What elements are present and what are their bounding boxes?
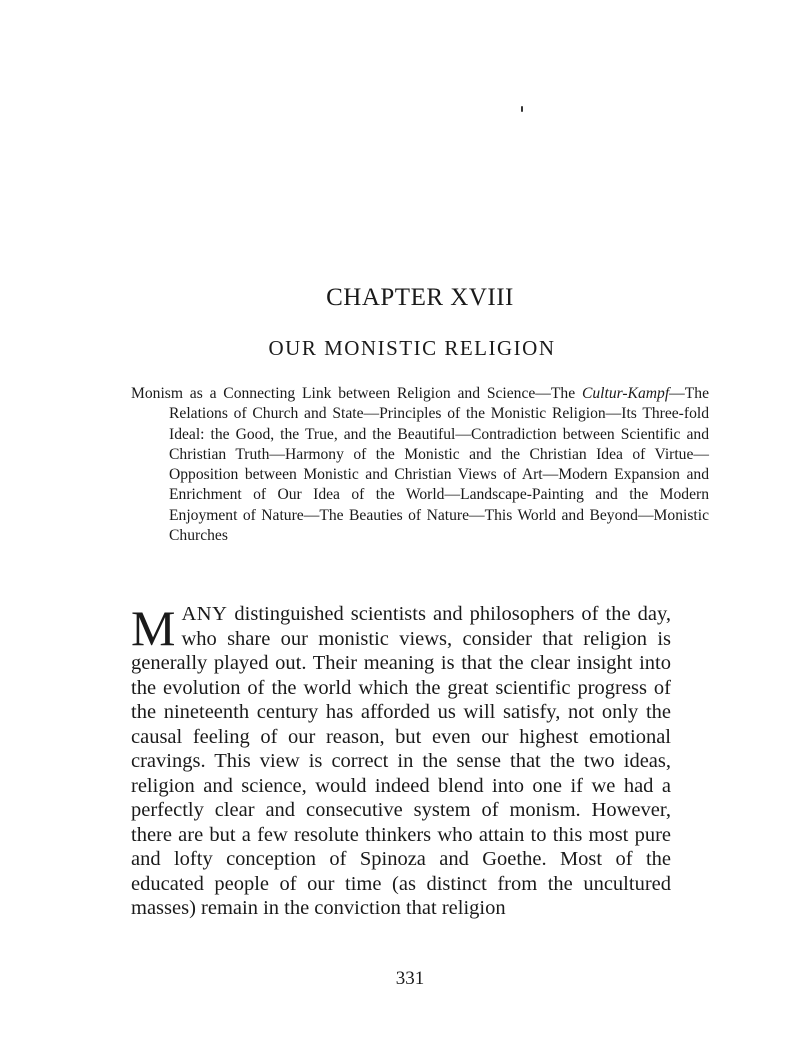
body-text: distinguished scientists and philosophers of the day, who share our monistic views, consider that religion is generally played out. Their meaning is that the clear insight into the evolution of the world which the great scientific progress of the nineteenth century has afforded us will satisfy, not only the causal feeling of our reason, but even our highest emotional cravings. This view is correct in the sense that the two ideas, religion and science, would indeed blend into one if we had a perfectly clear and consecutive system of monism. However, there are but a few resolute thinkers who attain to this most pure and lofty conception of Spinoza and Goethe. Most of the educated people of our time (as distinct from the uncultured masses) remain in the conviction that religion (131, 603, 671, 919)
drop-cap: M (131, 600, 176, 656)
page-number: 331 (395, 968, 425, 989)
body-paragraph (131, 602, 671, 921)
print-speck (521, 106, 523, 112)
synopsis-text-part1: Monism as a Connecting Link between Religion and Science—The (131, 385, 582, 402)
synopsis-italic-term: Cultur-Kampf (581, 385, 670, 402)
chapter-heading: CHAPTER XVIII (326, 284, 514, 311)
chapter-synopsis (131, 384, 709, 546)
chapter-title: OUR MONISTIC RELIGION (268, 336, 556, 360)
first-word-rest: ANY (181, 603, 228, 625)
synopsis-text-part2: —The Relations of Church and State—Principles of the Monistic Religion—Its Three-fold Ideal: the Good, the True, and the Beautiful—Contradiction between Scientific and Christian Truth—Harmony of the Monistic and the Christian Idea of Virtue—Opposition between Monistic and Christian Views of Art—Modern Expansion and Enrichment of Our Idea of the World—Landscape-Painting and the Modern Enjoyment of Nature—The Beauties of Nature—This World and Beyond—Monistic Churches (169, 385, 709, 545)
